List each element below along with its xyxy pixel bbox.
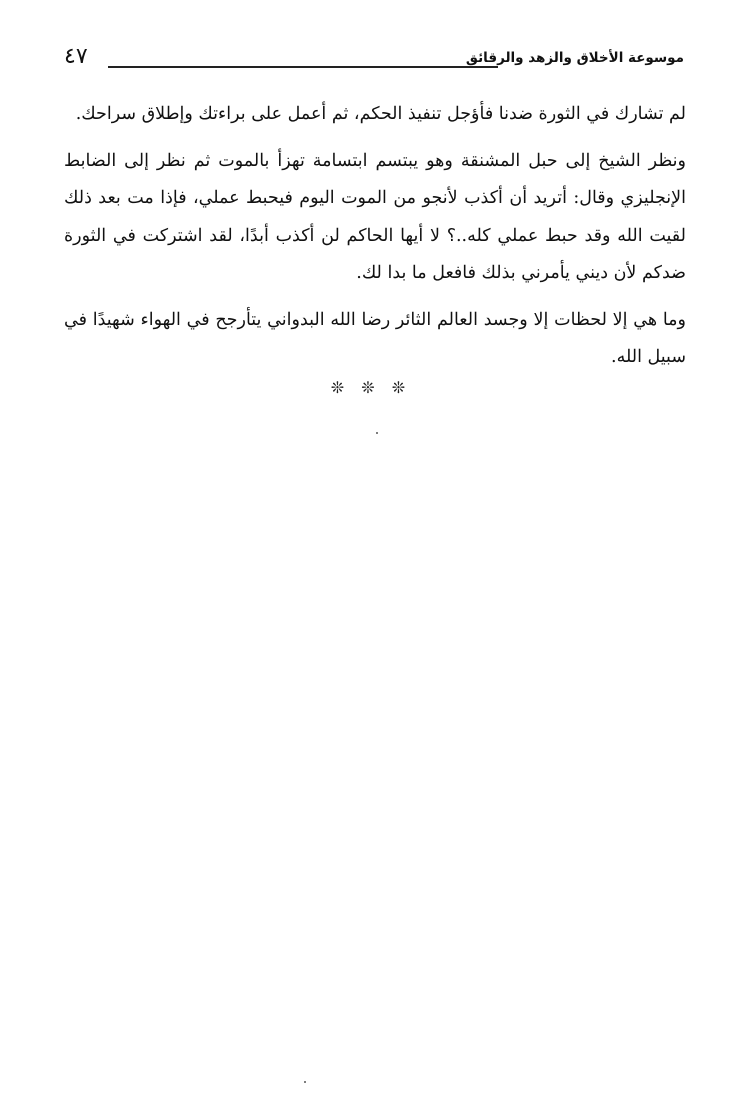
section-separator: ❊ ❊ ❊ <box>330 378 412 397</box>
paragraph-2: ونظر الشيخ إلى حبل المشنقة وهو يبتسم ابتسامة تهزأ بالموت ثم نظر إلى الضابط الإنجليزي وقال: أتريد أن أكذب لأنجو من الموت اليوم فيحبط عملي، فإذا مت بعد ذلك لقيت الله وقد حبط عملي كله..؟ لا أيها الحاكم لن أكذب أبدًا، لقد اشتركت في الثورة ضدكم لأن ديني يأمرني بذلك فافعل ما بدا لك. <box>64 150 686 283</box>
scan-speck <box>304 1081 306 1083</box>
page-header <box>64 44 684 76</box>
paragraph-3: وما هي إلا لحظات إلا وجسد العالم الثائر رضا الله البدواني يتأرجح في الهواء شهيدًا في سبيل الله. <box>64 309 686 367</box>
page-number: ٤٧ <box>64 44 88 69</box>
running-title: موسوعة الأخلاق والزهد والرقائق <box>465 50 684 66</box>
paragraph-1: لم تشارك في الثورة ضدنا فأؤجل تنفيذ الحكم، ثم أعمل على براءتك وإطلاق سراحك. <box>75 104 686 124</box>
scan-speck <box>376 432 378 434</box>
header-rule <box>108 66 498 68</box>
body-text <box>64 96 686 377</box>
